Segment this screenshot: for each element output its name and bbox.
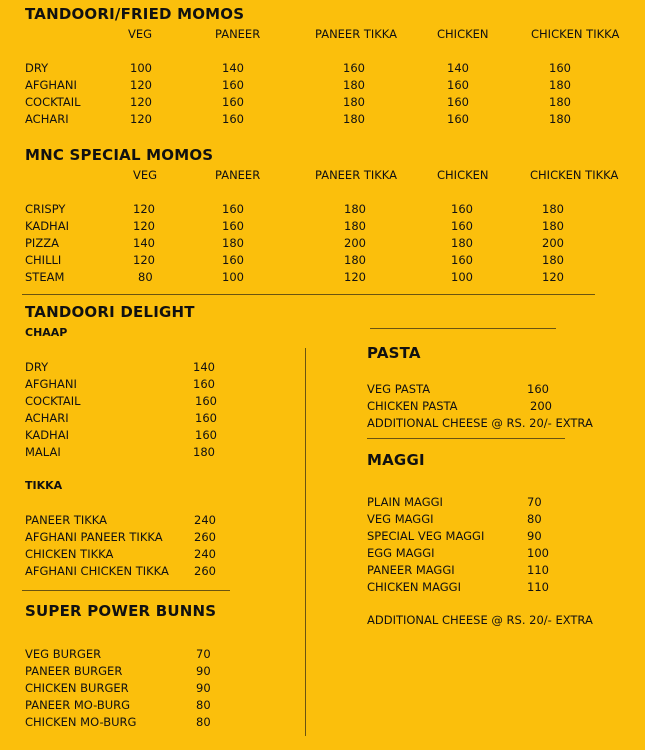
section-title-maggi: MAGGI (367, 451, 425, 469)
item-name: AFGHANI CHICKEN TIKKA (25, 564, 169, 578)
item-name: ACHARI (25, 411, 69, 425)
item-name: PANEER MAGGI (367, 563, 455, 577)
price: 140 (222, 61, 244, 75)
divider (367, 438, 565, 439)
item-name: CHICKEN BURGER (25, 681, 129, 695)
price: 160 (451, 219, 473, 233)
item-name: COCKTAIL (25, 95, 81, 109)
price: 180 (542, 202, 564, 216)
price: 80 (196, 715, 211, 729)
price: 240 (194, 513, 216, 527)
item-name: KADHAI (25, 428, 69, 442)
price: 180 (344, 202, 366, 216)
price: 140 (133, 236, 155, 250)
price: 160 (527, 382, 549, 396)
item-name: PLAIN MAGGI (367, 495, 443, 509)
item-name: STEAM (25, 270, 65, 284)
price: 160 (447, 95, 469, 109)
column-header-veg: VEG (128, 27, 153, 41)
price: 160 (447, 112, 469, 126)
item-name: AFGHANI (25, 377, 77, 391)
price: 90 (527, 529, 542, 543)
price: 180 (344, 219, 366, 233)
price: 160 (222, 78, 244, 92)
price: 70 (196, 647, 211, 661)
item-name: DRY (25, 61, 49, 75)
price: 180 (222, 236, 244, 250)
price: 110 (527, 563, 549, 577)
price: 160 (222, 112, 244, 126)
price: 160 (222, 253, 244, 267)
item-name: PANEER BURGER (25, 664, 123, 678)
price: 180 (549, 78, 571, 92)
subsection-title-chaap: CHAAP (25, 326, 68, 339)
divider (22, 590, 230, 591)
column-divider (305, 348, 306, 736)
pasta-cheese-note: ADDITIONAL CHEESE @ RS. 20/- EXTRA (367, 416, 593, 430)
price: 70 (527, 495, 542, 509)
price: 120 (133, 219, 155, 233)
item-name: VEG PASTA (367, 382, 431, 396)
price: 160 (195, 411, 217, 425)
price: 160 (447, 78, 469, 92)
price: 180 (193, 445, 215, 459)
price: 180 (549, 112, 571, 126)
price: 120 (542, 270, 564, 284)
item-name: CHICKEN MO-BURG (25, 715, 137, 729)
item-name: PANEER TIKKA (25, 513, 108, 527)
price: 180 (549, 95, 571, 109)
price: 120 (130, 78, 152, 92)
column-header-paneer: PANEER (215, 168, 261, 182)
column-header-chicken: CHICKEN (437, 27, 489, 41)
price: 160 (195, 428, 217, 442)
price: 180 (542, 219, 564, 233)
price: 200 (344, 236, 366, 250)
section-title-pasta: PASTA (367, 344, 421, 362)
item-name: VEG MAGGI (367, 512, 434, 526)
price: 120 (130, 112, 152, 126)
price: 160 (451, 253, 473, 267)
item-name: AFGHANI PANEER TIKKA (25, 530, 163, 544)
price: 200 (530, 399, 552, 413)
price: 180 (542, 253, 564, 267)
price: 100 (451, 270, 473, 284)
item-name: CHILLI (25, 253, 62, 267)
item-name: CRISPY (25, 202, 66, 216)
item-name: PANEER MO-BURG (25, 698, 131, 712)
price: 180 (451, 236, 473, 250)
column-header-paneer-tikka: PANEER TIKKA (315, 27, 398, 41)
price: 100 (527, 546, 549, 560)
price: 90 (196, 664, 211, 678)
item-name: DRY (25, 360, 49, 374)
price: 240 (194, 547, 216, 561)
price: 160 (222, 95, 244, 109)
item-name: EGG MAGGI (367, 546, 435, 560)
price: 160 (222, 202, 244, 216)
price: 90 (196, 681, 211, 695)
item-name: MALAI (25, 445, 61, 459)
section-title-tandoori-fried-momos: TANDOORI/FRIED MOMOS (25, 5, 245, 23)
maggi-cheese-note: ADDITIONAL CHEESE @ RS. 20/- EXTRA (367, 613, 593, 627)
section-title-mnc-special-momos: MNC SPECIAL MOMOS (25, 146, 214, 164)
section-title-tandoori-delight: TANDOORI DELIGHT (25, 303, 195, 321)
column-header-veg: VEG (133, 168, 158, 182)
price: 160 (222, 219, 244, 233)
price: 180 (343, 95, 365, 109)
column-header-paneer-tikka: PANEER TIKKA (315, 168, 398, 182)
column-header-chicken-tikka: CHICKEN TIKKA (531, 27, 620, 41)
divider (370, 328, 556, 329)
price: 100 (130, 61, 152, 75)
price: 200 (542, 236, 564, 250)
price: 160 (451, 202, 473, 216)
column-header-chicken-tikka: CHICKEN TIKKA (530, 168, 619, 182)
price: 80 (196, 698, 211, 712)
price: 260 (194, 530, 216, 544)
price: 120 (133, 253, 155, 267)
price: 180 (344, 253, 366, 267)
subsection-title-tikka: TIKKA (25, 479, 63, 492)
item-name: ACHARI (25, 112, 69, 126)
divider (22, 294, 595, 295)
section-title-super-power-bunns: SUPER POWER BUNNS (25, 602, 217, 620)
price: 180 (343, 112, 365, 126)
price: 100 (222, 270, 244, 284)
price: 160 (193, 377, 215, 391)
price: 180 (343, 78, 365, 92)
item-name: CHICKEN MAGGI (367, 580, 461, 594)
price: 160 (549, 61, 571, 75)
price: 260 (194, 564, 216, 578)
column-header-chicken: CHICKEN (437, 168, 489, 182)
item-name: PIZZA (25, 236, 59, 250)
price: 80 (138, 270, 153, 284)
item-name: CHICKEN TIKKA (25, 547, 114, 561)
price: 110 (527, 580, 549, 594)
price: 80 (527, 512, 542, 526)
price: 140 (447, 61, 469, 75)
price: 160 (195, 394, 217, 408)
item-name: VEG BURGER (25, 647, 102, 661)
price: 140 (193, 360, 215, 374)
price: 120 (344, 270, 366, 284)
item-name: CHICKEN PASTA (367, 399, 458, 413)
item-name: COCKTAIL (25, 394, 81, 408)
price: 120 (130, 95, 152, 109)
item-name: KADHAI (25, 219, 69, 233)
column-header-paneer: PANEER (215, 27, 261, 41)
item-name: AFGHANI (25, 78, 77, 92)
price: 120 (133, 202, 155, 216)
item-name: SPECIAL VEG MAGGI (367, 529, 485, 543)
price: 160 (343, 61, 365, 75)
